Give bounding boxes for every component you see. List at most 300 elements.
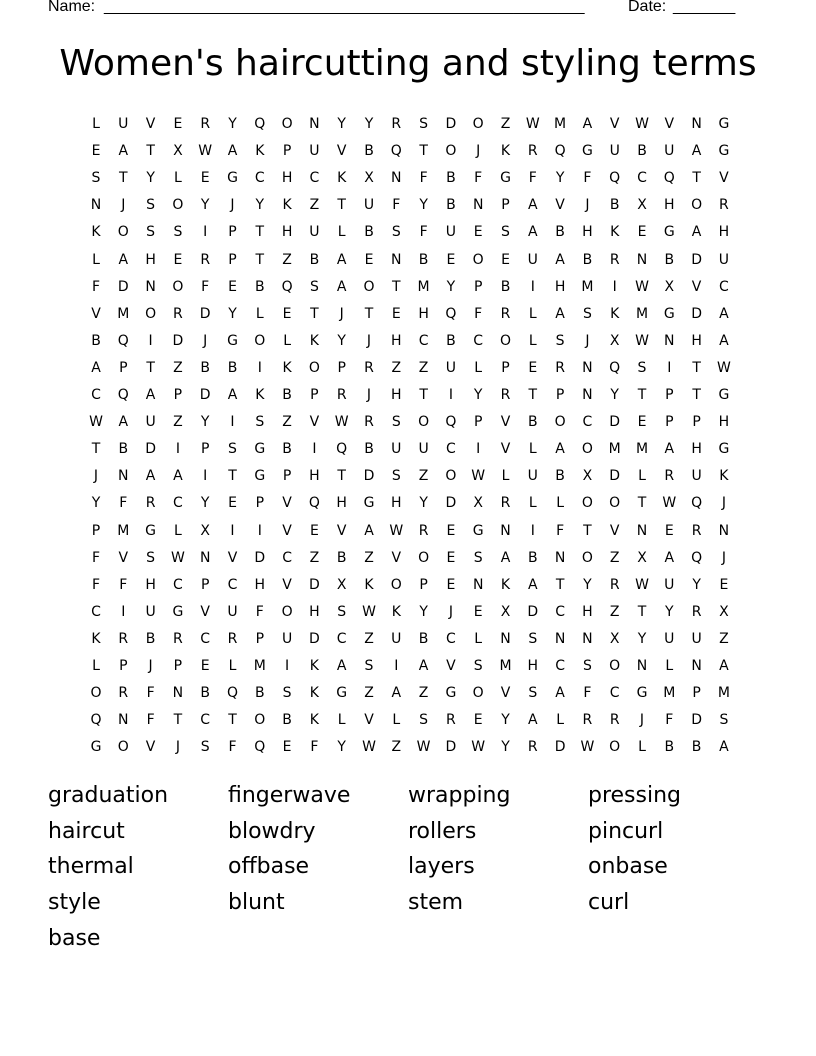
grid-letter: Y: [665, 603, 674, 620]
grid-letter: R: [418, 522, 429, 539]
grid-letter: X: [500, 603, 511, 620]
grid-letter: S: [719, 712, 729, 729]
grid-letter: D: [363, 468, 375, 485]
grid-letter: A: [364, 522, 374, 539]
grid-letter: S: [637, 359, 647, 376]
grid-letter: B: [91, 332, 101, 349]
grid-letter: N: [145, 278, 156, 295]
grid-letter: T: [637, 495, 647, 512]
grid-letter: R: [555, 359, 565, 376]
grid-letter: J: [721, 495, 726, 512]
grid-letter: T: [583, 522, 592, 539]
grid-letter: X: [609, 630, 620, 647]
grid-letter: W: [471, 739, 486, 756]
grid-letter: U: [363, 197, 375, 214]
grid-letter: M: [417, 278, 430, 295]
grid-letter: P: [255, 630, 265, 647]
grid-letter: N: [554, 549, 566, 566]
grid-letter: D: [691, 712, 702, 729]
grid-letter: B: [637, 143, 647, 160]
grid-letter: A: [118, 414, 129, 431]
grid-letter: C: [446, 630, 456, 647]
grid-letter: N: [582, 630, 593, 647]
grid-letter: E: [91, 143, 101, 160]
grid-letter: M: [499, 658, 512, 674]
grid-letter: E: [200, 170, 210, 187]
grid-letter: F: [665, 712, 674, 729]
grid-letter: R: [227, 630, 238, 647]
grid-letter: N: [554, 630, 566, 647]
grid-letter: G: [718, 387, 730, 403]
grid-letter: I: [667, 359, 672, 376]
grid-letter: U: [445, 359, 457, 376]
grid-letter: Y: [228, 116, 237, 132]
grid-letter: U: [118, 116, 129, 132]
grid-letter: U: [609, 143, 620, 160]
grid-letter: F: [146, 685, 155, 702]
grid-letter: K: [309, 685, 319, 702]
grid-letter: U: [391, 441, 402, 458]
grid-letter: O: [609, 495, 621, 512]
grid-letter: S: [200, 739, 210, 756]
grid-letter: A: [691, 224, 702, 241]
grid-letter: R: [200, 116, 211, 132]
grid-letter: B: [282, 441, 292, 458]
grid-letter: T: [228, 712, 237, 729]
grid-letter: K: [91, 630, 101, 647]
grid-letter: J: [639, 712, 645, 729]
grid-letter: D: [254, 549, 266, 566]
grid-letter: O: [172, 278, 184, 295]
grid-letter: V: [118, 549, 129, 566]
grid-letter: G: [90, 739, 102, 756]
grid-letter: S: [91, 170, 101, 187]
grid-letter: C: [254, 170, 265, 187]
grid-letter: I: [312, 441, 317, 458]
grid-letter: A: [528, 576, 538, 593]
grid-letter: S: [255, 414, 265, 431]
word-list-item: wrapping: [408, 783, 511, 808]
grid-letter: Y: [200, 414, 210, 431]
grid-letter: R: [527, 143, 538, 160]
grid-letter: V: [282, 576, 292, 593]
grid-letter: F: [419, 170, 428, 187]
grid-letter: D: [691, 251, 702, 268]
grid-letter: J: [448, 603, 453, 620]
grid-letter: P: [473, 278, 483, 295]
grid-letter: N: [172, 685, 184, 702]
grid-letter: A: [664, 549, 675, 566]
grid-letter: G: [718, 116, 730, 132]
grid-letter: D: [445, 495, 457, 512]
grid-letter: X: [364, 170, 374, 187]
grid-letter: C: [173, 576, 183, 593]
grid-letter: J: [585, 332, 590, 349]
grid-letter: V: [500, 441, 511, 458]
grid-letter: P: [228, 224, 237, 241]
grid-letter: V: [664, 116, 675, 132]
grid-letter: U: [418, 441, 429, 458]
grid-letter: X: [664, 278, 675, 295]
grid-letter: L: [173, 522, 182, 539]
word-list-item: base: [48, 925, 101, 951]
grid-letter: Q: [117, 387, 129, 403]
grid-letter: E: [637, 414, 647, 431]
grid-letter: I: [121, 603, 126, 620]
word-list-item: curl: [588, 890, 630, 916]
grid-letter: P: [310, 387, 319, 403]
grid-letter: O: [581, 441, 593, 458]
grid-letter: T: [310, 305, 319, 322]
grid-letter: C: [446, 441, 456, 458]
grid-letter: T: [419, 143, 428, 160]
word-list-item: graduation: [48, 783, 169, 808]
grid-letter: H: [691, 332, 702, 349]
grid-letter: F: [474, 170, 483, 187]
grid-letter: B: [364, 143, 374, 160]
grid-letter: O: [609, 658, 621, 674]
grid-letter: P: [173, 387, 183, 403]
grid-letter: U: [445, 224, 457, 241]
grid-letter: F: [255, 603, 264, 620]
grid-letter: T: [419, 387, 428, 403]
grid-letter: S: [419, 116, 429, 132]
grid-letter: I: [257, 522, 262, 539]
grid-letter: S: [501, 224, 510, 241]
grid-letter: A: [555, 251, 565, 268]
grid-letter: T: [255, 251, 265, 268]
grid-letter: G: [145, 522, 157, 539]
grid-letter: X: [609, 332, 620, 349]
grid-letter: A: [719, 658, 729, 674]
grid-letter: P: [119, 658, 128, 674]
grid-letter: H: [391, 332, 402, 349]
grid-letter: L: [392, 712, 401, 729]
grid-letter: T: [228, 468, 237, 485]
grid-letter: Z: [418, 468, 429, 485]
grid-letter: C: [473, 332, 484, 349]
grid-letter: T: [637, 603, 647, 620]
grid-letter: Z: [391, 739, 402, 756]
grid-letter: K: [309, 332, 319, 349]
grid-letter: L: [173, 170, 182, 187]
grid-letter: N: [391, 251, 402, 268]
grid-letter: E: [446, 251, 456, 268]
grid-letter: B: [555, 468, 565, 485]
name-field-line: ______________________________________________________: [104, 0, 585, 15]
grid-letter: I: [448, 387, 453, 403]
grid-letter: L: [337, 712, 346, 729]
grid-letter: Y: [228, 305, 237, 322]
grid-letter: B: [254, 685, 265, 702]
grid-letter: O: [390, 576, 402, 593]
grid-letter: O: [90, 685, 102, 702]
grid-letter: R: [200, 251, 211, 268]
grid-letter: S: [146, 197, 156, 214]
grid-letter: S: [582, 658, 592, 674]
grid-letter: V: [145, 116, 156, 132]
grid-letter: A: [227, 143, 238, 160]
grid-letter: U: [227, 603, 238, 620]
grid-letter: O: [117, 224, 129, 241]
grid-letter: J: [721, 549, 726, 566]
grid-letter: F: [583, 685, 592, 702]
grid-letter: D: [554, 739, 566, 756]
grid-letter: Q: [609, 170, 621, 187]
grid-letter: W: [170, 549, 185, 566]
grid-letter: S: [146, 549, 156, 566]
grid-letter: Z: [418, 359, 429, 376]
grid-letter: I: [394, 658, 399, 674]
grid-letter: U: [664, 576, 675, 593]
grid-letter: H: [391, 495, 402, 512]
grid-letter: A: [582, 116, 593, 132]
grid-letter: C: [227, 576, 238, 593]
grid-letter: D: [309, 630, 320, 647]
grid-letter: B: [200, 685, 210, 702]
grid-letter: C: [555, 658, 565, 674]
grid-letter: R: [118, 630, 129, 647]
grid-letter: W: [389, 522, 404, 539]
grid-letter: C: [282, 549, 292, 566]
grid-letter: C: [418, 332, 429, 349]
grid-letter: F: [583, 170, 592, 187]
name-label: Name:: [48, 0, 96, 15]
grid-letter: K: [610, 305, 620, 322]
grid-letter: K: [719, 468, 729, 485]
grid-letter: M: [635, 305, 649, 322]
grid-letter: X: [637, 197, 647, 214]
grid-letter: R: [391, 116, 402, 132]
grid-letter: P: [473, 414, 483, 431]
grid-letter: E: [173, 116, 183, 132]
grid-letter: X: [200, 522, 210, 539]
grid-letter: M: [581, 278, 594, 295]
grid-letter: Y: [637, 630, 647, 647]
grid-letter: J: [339, 305, 344, 322]
grid-letter: L: [474, 630, 483, 647]
grid-letter: B: [309, 251, 320, 268]
grid-letter: H: [718, 414, 730, 431]
grid-letter: H: [582, 224, 593, 241]
grid-letter: Y: [419, 495, 428, 512]
grid-letter: G: [227, 332, 238, 349]
grid-letter: Q: [281, 278, 293, 295]
grid-letter: H: [309, 468, 320, 485]
grid-letter: K: [255, 143, 265, 160]
grid-letter: F: [419, 224, 428, 241]
grid-letter: J: [175, 739, 180, 756]
grid-letter: U: [527, 251, 538, 268]
grid-letter: R: [364, 414, 374, 431]
grid-letter: L: [665, 658, 674, 674]
grid-letter: H: [718, 224, 730, 241]
grid-letter: I: [530, 522, 535, 539]
grid-letter: S: [391, 414, 401, 431]
grid-letter: G: [581, 143, 593, 160]
word-list-item: layers: [408, 854, 475, 880]
grid-letter: T: [392, 278, 401, 295]
grid-letter: S: [528, 630, 538, 647]
grid-letter: Z: [173, 414, 183, 431]
grid-letter: B: [555, 224, 565, 241]
grid-letter: B: [282, 387, 292, 403]
grid-letter: Q: [445, 414, 457, 431]
grid-letter: Y: [473, 387, 483, 403]
grid-letter: W: [416, 739, 431, 756]
grid-letter: D: [609, 414, 621, 431]
grid-letter: P: [555, 387, 565, 403]
grid-letter: E: [200, 658, 210, 674]
grid-letter: E: [309, 522, 319, 539]
word-list-item: pressing: [588, 783, 682, 808]
grid-letter: D: [445, 116, 457, 132]
grid-letter: Y: [501, 739, 510, 756]
grid-letter: I: [612, 278, 617, 295]
grid-letter: B: [282, 712, 292, 729]
grid-letter: H: [527, 658, 539, 674]
grid-letter: A: [555, 305, 565, 322]
grid-letter: V: [336, 143, 347, 160]
grid-letter: B: [446, 197, 456, 214]
grid-letter: N: [500, 630, 511, 647]
grid-letter: U: [309, 224, 320, 241]
grid-letter: O: [281, 116, 293, 132]
grid-letter: H: [664, 197, 675, 214]
grid-letter: C: [582, 414, 593, 431]
grid-letter: W: [198, 143, 213, 160]
grid-letter: R: [582, 712, 593, 729]
grid-letter: W: [580, 739, 595, 756]
grid-letter: V: [609, 522, 620, 539]
grid-letter: P: [501, 359, 510, 376]
grid-letter: G: [227, 170, 238, 187]
grid-letter: R: [446, 712, 456, 729]
grid-letter: S: [391, 224, 401, 241]
grid-letter: Q: [117, 332, 129, 349]
grid-letter: B: [582, 251, 593, 268]
grid-letter: I: [230, 522, 235, 539]
grid-letter: R: [719, 197, 729, 214]
word-list-item: blunt: [228, 890, 285, 916]
grid-letter: I: [203, 468, 208, 485]
grid-letter: W: [334, 414, 349, 431]
grid-letter: A: [528, 197, 538, 214]
grid-letter: G: [500, 170, 511, 187]
grid-letter: P: [692, 414, 701, 431]
grid-letter: Y: [337, 116, 346, 132]
grid-letter: J: [366, 387, 372, 403]
grid-letter: Z: [309, 197, 320, 214]
grid-letter: P: [200, 441, 210, 458]
grid-letter: P: [692, 685, 701, 702]
grid-letter: K: [255, 387, 265, 403]
grid-letter: R: [609, 576, 620, 593]
grid-letter: F: [528, 170, 537, 187]
grid-letter: Y: [146, 170, 155, 187]
grid-letter: F: [119, 495, 128, 512]
grid-letter: B: [664, 251, 675, 268]
grid-letter: G: [336, 685, 348, 702]
grid-letter: N: [118, 468, 129, 485]
grid-letter: R: [664, 468, 675, 485]
grid-letter: L: [556, 712, 564, 729]
grid-letter: H: [281, 170, 293, 187]
grid-letter: S: [364, 658, 374, 674]
grid-letter: M: [663, 685, 676, 702]
grid-letter: V: [555, 197, 565, 214]
grid-letter: F: [228, 739, 237, 756]
grid-letter: K: [391, 603, 401, 620]
grid-letter: A: [336, 658, 347, 674]
grid-letter: B: [364, 224, 374, 241]
grid-letter: P: [255, 495, 265, 512]
grid-letter: Q: [308, 495, 320, 512]
grid-letter: G: [718, 143, 730, 160]
grid-letter: O: [554, 414, 566, 431]
grid-letter: J: [366, 332, 372, 349]
grid-letter: T: [364, 305, 374, 322]
grid-letter: W: [362, 739, 376, 756]
grid-letter: U: [281, 630, 293, 647]
grid-letter: O: [254, 712, 266, 729]
grid-letter: S: [391, 468, 401, 485]
grid-letter: Y: [692, 576, 701, 593]
grid-letter: F: [474, 305, 483, 322]
grid-letter: N: [691, 658, 702, 674]
grid-letter: A: [118, 251, 129, 268]
word-list-item: stem: [408, 890, 464, 916]
grid-letter: L: [501, 468, 510, 485]
grid-letter: B: [254, 278, 265, 295]
grid-letter: T: [692, 170, 701, 187]
grid-letter: Y: [610, 387, 619, 403]
word-list-item: offbase: [228, 854, 310, 880]
grid-letter: A: [145, 468, 156, 485]
grid-letter: V: [691, 278, 702, 295]
grid-letter: N: [636, 658, 648, 674]
grid-letter: T: [119, 170, 128, 187]
grid-letter: I: [175, 441, 180, 458]
grid-letter: V: [227, 549, 238, 566]
grid-letter: F: [310, 739, 319, 756]
grid-letter: Y: [419, 197, 428, 214]
grid-letter: P: [91, 522, 101, 539]
grid-letter: X: [173, 143, 183, 160]
grid-letter: L: [92, 251, 100, 268]
grid-letter: S: [473, 658, 483, 674]
grid-letter: Y: [337, 739, 346, 756]
grid-letter: I: [476, 441, 481, 458]
grid-letter: Q: [691, 495, 703, 512]
grid-letter: M: [253, 658, 266, 674]
grid-letter: A: [719, 739, 729, 756]
grid-letter: D: [691, 305, 702, 322]
grid-letter: A: [664, 441, 675, 458]
grid-letter: W: [716, 359, 731, 376]
grid-letter: Z: [173, 359, 183, 376]
grid-letter: V: [364, 712, 374, 729]
grid-letter: T: [146, 143, 155, 160]
grid-letter: J: [93, 468, 99, 485]
grid-letter: O: [472, 251, 484, 268]
grid-letter: V: [309, 414, 320, 431]
grid-letter: Z: [609, 549, 620, 566]
grid-letter: K: [500, 576, 511, 593]
grid-letter: R: [145, 495, 156, 512]
grid-letter: C: [91, 387, 101, 403]
grid-letter: N: [391, 170, 402, 187]
